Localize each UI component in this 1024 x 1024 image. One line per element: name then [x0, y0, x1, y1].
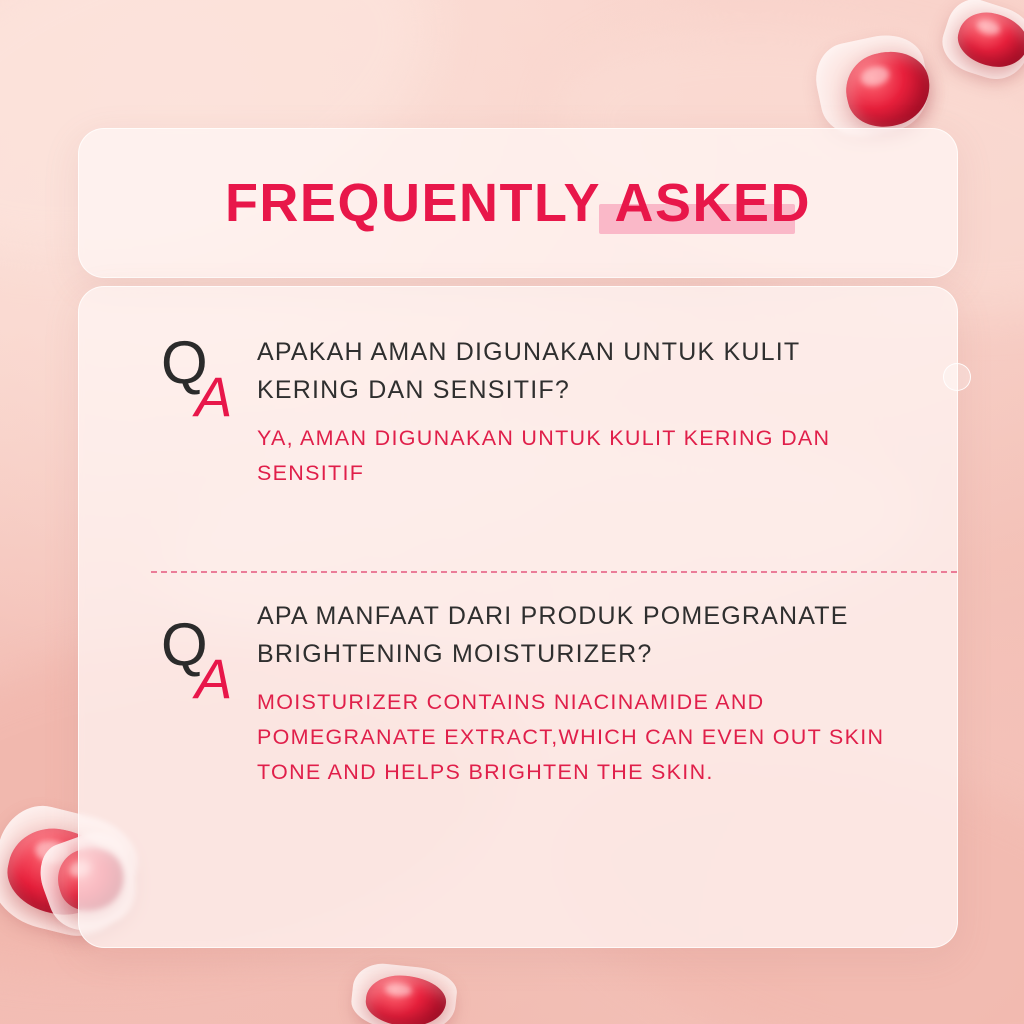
- qa-marker: [161, 611, 271, 725]
- faq-question: APAKAH AMAN DIGUNAKAN UNTUK KULIT KERING DAN SENSITIF?: [257, 338, 800, 404]
- page-title: FREQUENTLY ASKED: [224, 173, 812, 233]
- faq-item: [79, 329, 957, 491]
- faq-answer: YA, AMAN DIGUNAKAN UNTUK KULIT KERING DAN SENSITIF: [257, 426, 831, 485]
- faq-divider: [151, 571, 957, 573]
- faq-answer: MOISTURIZER CONTAINS NIACINAMIDE AND POMEGRANATE EXTRACT,WHICH CAN EVEN OUT SKIN TONE AND HELPS BRIGHTEN THE SKIN.: [257, 690, 885, 784]
- qa-marker: [161, 329, 271, 443]
- question-mark-letter: Q: [161, 329, 208, 396]
- answer-mark-letter: A: [195, 365, 233, 428]
- faq-card: [78, 286, 958, 948]
- answer-mark-letter: A: [195, 647, 233, 710]
- title-card: [78, 128, 958, 278]
- faq-item: [79, 597, 957, 789]
- title-wrap: [224, 173, 812, 233]
- faq-question: APA MANFAAT DARI PRODUK POMEGRANATE BRIGHTENING MOISTURIZER?: [257, 602, 849, 668]
- question-mark-letter: Q: [161, 611, 208, 678]
